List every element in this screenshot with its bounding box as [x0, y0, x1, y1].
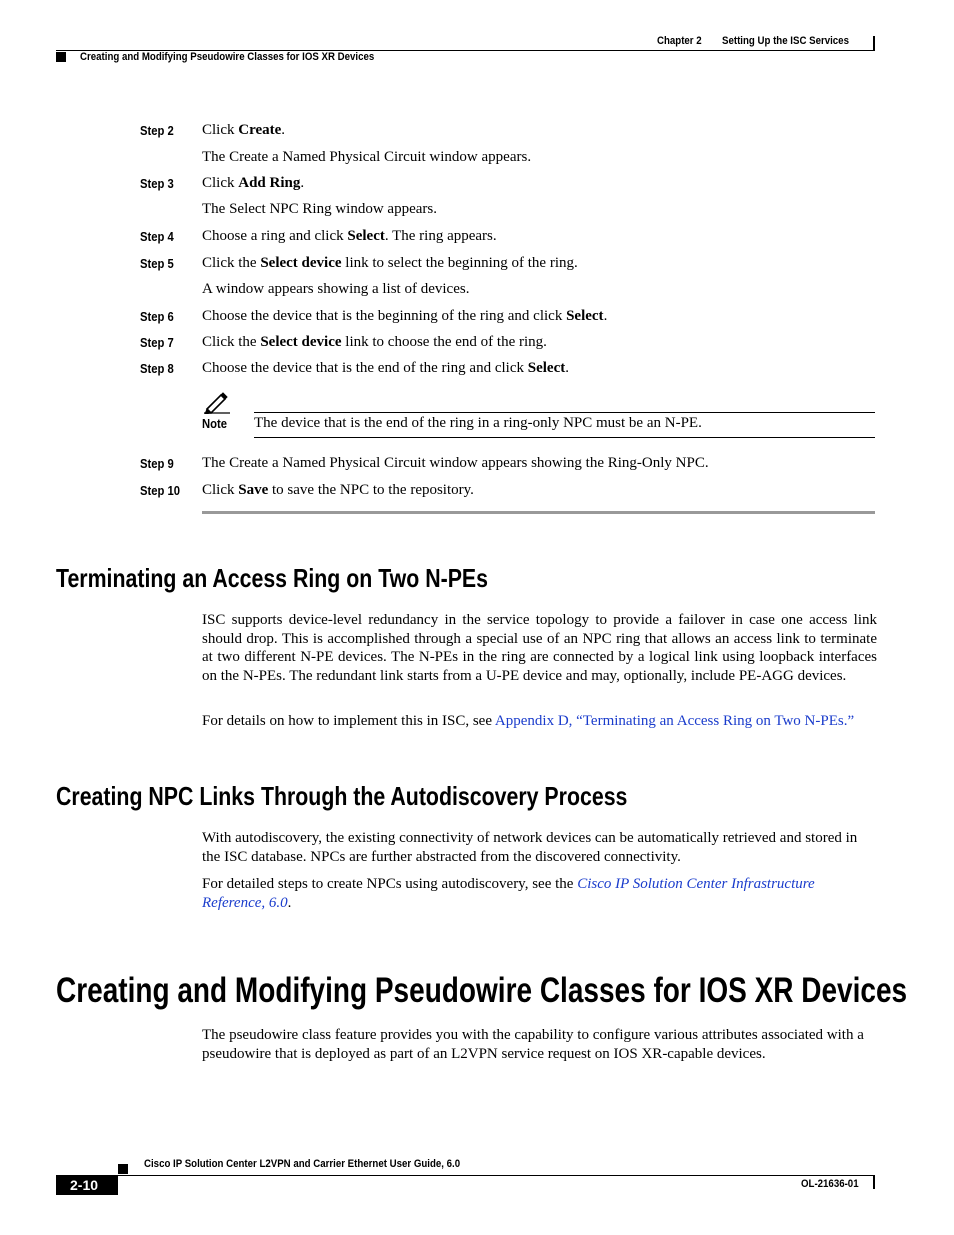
header-section: Creating and Modifying Pseudowire Classes for IOS XR Devices	[80, 51, 375, 63]
section2-paragraph-2: For detailed steps to create NPCs using autodiscovery, see the Cisco IP Solution Center Infrastructure Reference, 6.0.	[202, 876, 815, 911]
step-text: The Create a Named Physical Circuit window appears showing the Ring-Only NPC.	[202, 455, 709, 471]
footer-square-marker	[118, 1164, 128, 1174]
step-label: Step 9	[140, 457, 174, 471]
step-text: Click Create.	[202, 122, 286, 138]
section-heading-npc-autodiscovery: Creating NPC Links Through the Autodiscovery Process	[56, 781, 628, 811]
appendix-d-link[interactable]: Appendix D, “Terminating an Access Ring on Two N-PEs.”	[494, 713, 855, 729]
header-vertical-bar	[873, 36, 875, 51]
section-heading-terminating-access-ring: Terminating an Access Ring on Two N-PEs	[56, 563, 488, 593]
footer-book-title: Cisco IP Solution Center L2VPN and Carrier Ethernet User Guide, 6.0	[144, 1158, 461, 1170]
step-label: Step 8	[140, 362, 174, 376]
note-label: Note	[202, 417, 228, 431]
step-text: Choose the device that is the end of the ring and click Select.	[202, 360, 569, 376]
step-text: Click Add Ring.	[202, 175, 305, 191]
section2-paragraph-1: With autodiscovery, the existing connectivity of network devices can be automatically retrieved and stored in the ISC database. NPCs are further abstracted from the discovered connectivity.	[202, 830, 858, 865]
section3-paragraph-1: The pseudowire class feature provides you with the capability to configure various attributes associated with a pseudowire that is deployed as part of an L2VPN service request on IOS XR-capable devices.	[202, 1027, 864, 1062]
header-chapter-title: Setting Up the ISC Services	[722, 35, 849, 47]
step-result: The Select NPC Ring window appears.	[202, 201, 437, 217]
footer-vertical-bar	[873, 1176, 875, 1189]
infrastructure-reference-link[interactable]: Cisco IP Solution Center Infrastructure Reference, 6.0	[202, 876, 815, 911]
section-heading-pseudowire-classes: Creating and Modifying Pseudowire Classes for IOS XR Devices	[56, 971, 908, 1010]
step-result: The Create a Named Physical Circuit window appears.	[202, 149, 532, 165]
footer-rule	[118, 1175, 875, 1176]
step-label: Step 3	[140, 177, 174, 191]
header-square-marker	[56, 52, 66, 62]
step-label: Step 5	[140, 257, 174, 271]
step-label: Step 10	[140, 484, 181, 498]
section1-paragraph-1: ISC supports device-level redundancy in the service topology to provide a failover in case one access link should drop. This is accomplished through a special use of an NPC ring that allows an access link to terminate at two different N-PE devices. The N-PEs in the ring are connected by a logical link using loopback interfaces on the N-PEs. The redundant link starts from a U-PE device and may, optionally, include PE-AGG devices.	[202, 612, 877, 685]
step-text: Choose a ring and click Select. The ring appears.	[202, 228, 497, 244]
step-result: A window appears showing a list of devices.	[202, 281, 470, 297]
procedure-end-rule	[202, 511, 875, 514]
note-top-rule	[254, 412, 875, 413]
step-label: Step 2	[140, 124, 174, 138]
footer-doc-id: OL-21636-01	[801, 1178, 859, 1190]
header-chapter: Chapter 2	[657, 35, 702, 47]
note-text: The device that is the end of the ring in a ring-only NPC must be an N-PE.	[254, 415, 702, 431]
step-label: Step 4	[140, 230, 174, 244]
step-label: Step 6	[140, 310, 174, 324]
section1-paragraph-2: For details on how to implement this in ISC, see Appendix D, “Terminating an Access Ring on Two N-PEs.”	[202, 713, 855, 729]
pencil-note-icon	[203, 390, 231, 414]
step-text: Click Save to save the NPC to the repository.	[202, 482, 474, 498]
page-number: 2-10	[56, 1175, 118, 1195]
step-label: Step 7	[140, 336, 174, 350]
note-bottom-rule	[254, 437, 875, 438]
step-text: Choose the device that is the beginning of the ring and click Select.	[202, 308, 608, 324]
step-text: Click the Select device link to select the beginning of the ring.	[202, 255, 578, 271]
step-text: Click the Select device link to choose the end of the ring.	[202, 334, 547, 350]
